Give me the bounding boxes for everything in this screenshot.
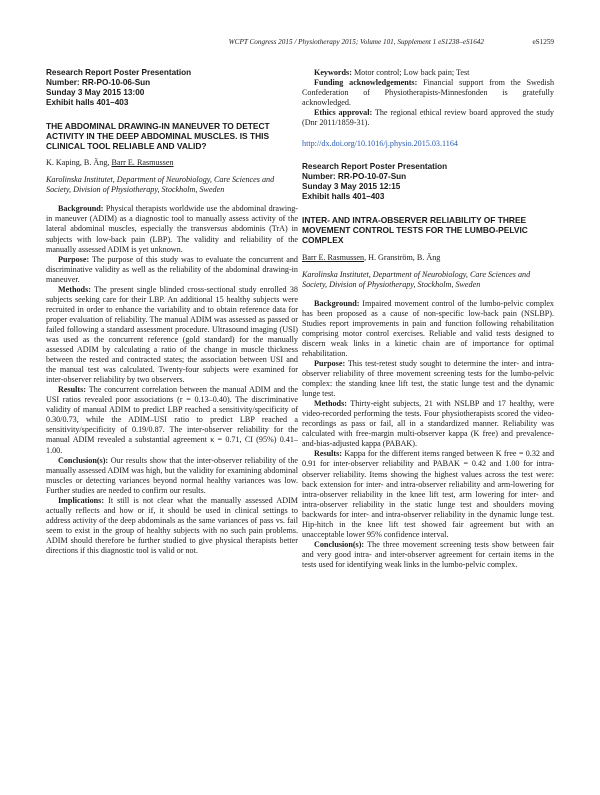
purpose-section	[302, 359, 554, 399]
section-text: It still is not clear what the manually assessed ADIM actually reflects and how or if, it should be used in clinical settings to address activity of the deep abdominals as the same variances of pass vs. fail seem to exist in the group of healthy subjects with no such pain problems. ADIM should therefore be further studied to give physical therapists better directions if this diagnostic tool is valid or not.	[46, 495, 298, 555]
methods-section	[302, 399, 554, 449]
running-header	[46, 38, 554, 50]
page-number: eS1259	[532, 38, 554, 46]
abstract-title: THE ABDOMINAL DRAWING-IN MANEUVER TO DETECT ACTIVITY IN THE DEEP ABDOMINAL MUSCLES. IS THIS CLINICAL TOOL RELIABLE AND VALID?	[46, 120, 270, 152]
presentation-type: Research Report Poster Presentation	[46, 68, 192, 77]
results-section	[46, 385, 298, 455]
section-text: Financial support from the Swedish Confederation of Physiotherapists-Minnesfonden is gratefully acknowledged.	[302, 78, 555, 108]
section-label: Conclusion(s):	[58, 455, 109, 465]
section-text: Motor control; Low back pain; Test	[353, 68, 470, 77]
author-names: K. Kaping, B. Äng,	[46, 158, 112, 168]
section-label: Methods:	[58, 284, 91, 294]
session-location: Exhibit halls 401–403	[46, 97, 129, 107]
presenting-author: Barr E. Rasmussen	[302, 252, 365, 262]
affiliation: Karolinska Institutet, Department of Neurobiology, Care Sciences and Society, Division of Physiotherapy, Stockholm, Sweden	[302, 269, 531, 289]
abstract-number: Number: RR-PO-10-06-Sun	[46, 77, 151, 87]
methods-section	[46, 285, 298, 385]
implications-section	[46, 496, 298, 556]
section-label: Results:	[58, 385, 86, 395]
left-column	[46, 68, 298, 556]
section-label: Conclusion(s):	[314, 539, 365, 549]
journal-citation: WCPT Congress 2015 / Physiotherapy 2015; Volume 101, Supplement 1 eS1238–eS1642	[228, 38, 484, 46]
abstract-meta	[302, 162, 554, 202]
section-label: Results:	[314, 449, 342, 459]
section-label: Background:	[58, 204, 104, 214]
section-label: Funding acknowledgements:	[314, 78, 418, 88]
section-text: Thirty-eight subjects, 21 with NSLBP and 17 healthy, were video-recorded performing the tests. Four physiotherapists scored the video-recordings as pass or fail, all in a standardized manner. Reliability was calculated with free-margin multi-observer kappa (K free) and prevalence-and-bias-adjusted kappa (PABAK).	[302, 399, 554, 449]
section-text: Impaired movement control of the lumbo-pelvic complex has been proposed as a cause of non-specific low-back pain (NSLBP). Studies report improvements in pain and function following rehabilitation comprising motor control exercises. Reliable and valid tests designed to discern weak links in a kinetic chain are of importance for optimal rehabilitation.	[302, 298, 554, 358]
section-text: The regional ethical review board approved the study (Dnr 2011/1859-31).	[302, 108, 554, 128]
abstract-meta	[46, 68, 298, 108]
abstract-title: INTER- AND INTRA-OBSERVER RELIABILITY OF THREE MOVEMENT CONTROL TESTS FOR THE LUMBO-PELVIC COMPLEX	[302, 214, 528, 246]
right-column	[302, 68, 554, 570]
section-label: Implications:	[58, 495, 105, 505]
presentation-type: Research Report Poster Presentation	[302, 162, 448, 172]
section-label: Ethics approval:	[314, 108, 373, 118]
session-location: Exhibit halls 401–403	[302, 192, 385, 202]
background-section	[46, 204, 298, 254]
conclusion-section	[46, 456, 298, 496]
author-list	[46, 158, 298, 168]
section-text: The present single blinded cross-sectional study enrolled 38 subjects seeking care for their LBP. An additional 15 healthy subjects were recruited in order to enhance the variability and to obtain reference data for proper evaluation of reliability. The manual ADIM was assessed as passed or failed following a standard assessment procedure. Ultrasound imaging (USI) was used as the concurrent reference (gold standard) for the manually assessed ADIM by calculating a ratio of the change in muscle thickness between the rested and contracted states; the association between USI and the manual test was calculated. Twenty-four subjects were examined for inter-observer reliability by two observers.	[46, 284, 298, 385]
section-text: The three movement screening tests show between fair and very good intra- and inter-observer agreement for certain items in the tests used for identifying weak links in the lumbo-pelvic complex.	[302, 539, 554, 569]
section-text: Physical therapists worldwide use the abdominal drawing-in maneuver (ADIM) as a diagnostic tool to manually assess activity of the lateral abdominal muscles, especially the transversus abdominis (TrA) in subjects with low-back pain (LBP). The validity and reliability of the manually assessed ADIM is yet unknown.	[46, 204, 298, 254]
author-names: , H. Granström, B. Äng	[364, 252, 441, 262]
funding-section	[302, 78, 554, 108]
section-text: The concurrent correlation between the manual ADIM and the USI ratios revealed poor associations (r = 0.13–0.40). The discriminative validity of manual ADIM to predict LBP reached a sensitivity/specificity of 0.30/0.73, while the ADIM–USI ratio to predict LBP reached a sensitivity/specificity of 0.19/0.87. The inter-observer reliability for the manual ADIM revealed a substantial agreement κ = 0.71, CI (95%) 0.41–1.00.	[46, 385, 299, 455]
section-label: Methods:	[314, 399, 347, 409]
doi-link[interactable]: http://dx.doi.org/10.1016/j.physio.2015.03.1164	[302, 139, 458, 149]
section-label: Keywords:	[314, 68, 352, 77]
affiliation: Karolinska Institutet, Department of Neurobiology, Care Sciences and Society, Division of Physiotherapy, Stockholm, Sweden	[46, 175, 275, 195]
purpose-section	[46, 255, 298, 285]
keywords-section	[302, 68, 554, 78]
section-label: Purpose:	[314, 358, 346, 368]
conclusion-section	[302, 540, 554, 570]
section-text: Kappa for the different items ranged between K free = 0.32 and 0.91 for inter-observer reliability and PABAK = 0.42 and 1.00 for intra-observer reliability. Items showing the highest values across the test were: back extension for inter- and intra-observer reliability and arm-lowering for intra-observer reliability in the knee lift test, arm lowering for inter- and intra-observer reliability in the static lunge test and shoulders moving backwards for inter- and intra-observer reliability in the dynamic lunge test. Hip-hitch in the knee lift test showed fair agreement but with an unacceptable lower 95% confidence interval.	[302, 449, 555, 539]
background-section	[302, 299, 554, 359]
abstract-number: Number: RR-PO-10-07-Sun	[302, 172, 407, 182]
section-text: This test-retest study sought to determine the inter- and intra-observer reliability of three movement screening tests for the lumbo-pelvic complex: the standing knee lift test, the static lunge test and the dynamic lunge test.	[302, 358, 554, 399]
section-label: Background:	[314, 298, 360, 308]
section-text: The purpose of this study was to evaluate the concurrent and discriminative validity as well as the reliability of the abdominal drawing-in maneuver.	[46, 254, 298, 284]
author-list	[302, 253, 554, 263]
presenting-author: Barr E. Rasmussen	[111, 158, 174, 168]
ethics-section	[302, 108, 554, 128]
section-text: Our results show that the inter-observer reliability of the manually assessed ADIM was high, but the validity for examining abdominal muscles or detecting variances beyond normal healthy variances was low. Further studies are needed to confirm our results.	[46, 455, 298, 495]
results-section	[302, 449, 554, 539]
session-date: Sunday 3 May 2015 13:00	[46, 87, 145, 97]
section-label: Purpose:	[58, 254, 90, 264]
session-date: Sunday 3 May 2015 12:15	[302, 182, 401, 192]
